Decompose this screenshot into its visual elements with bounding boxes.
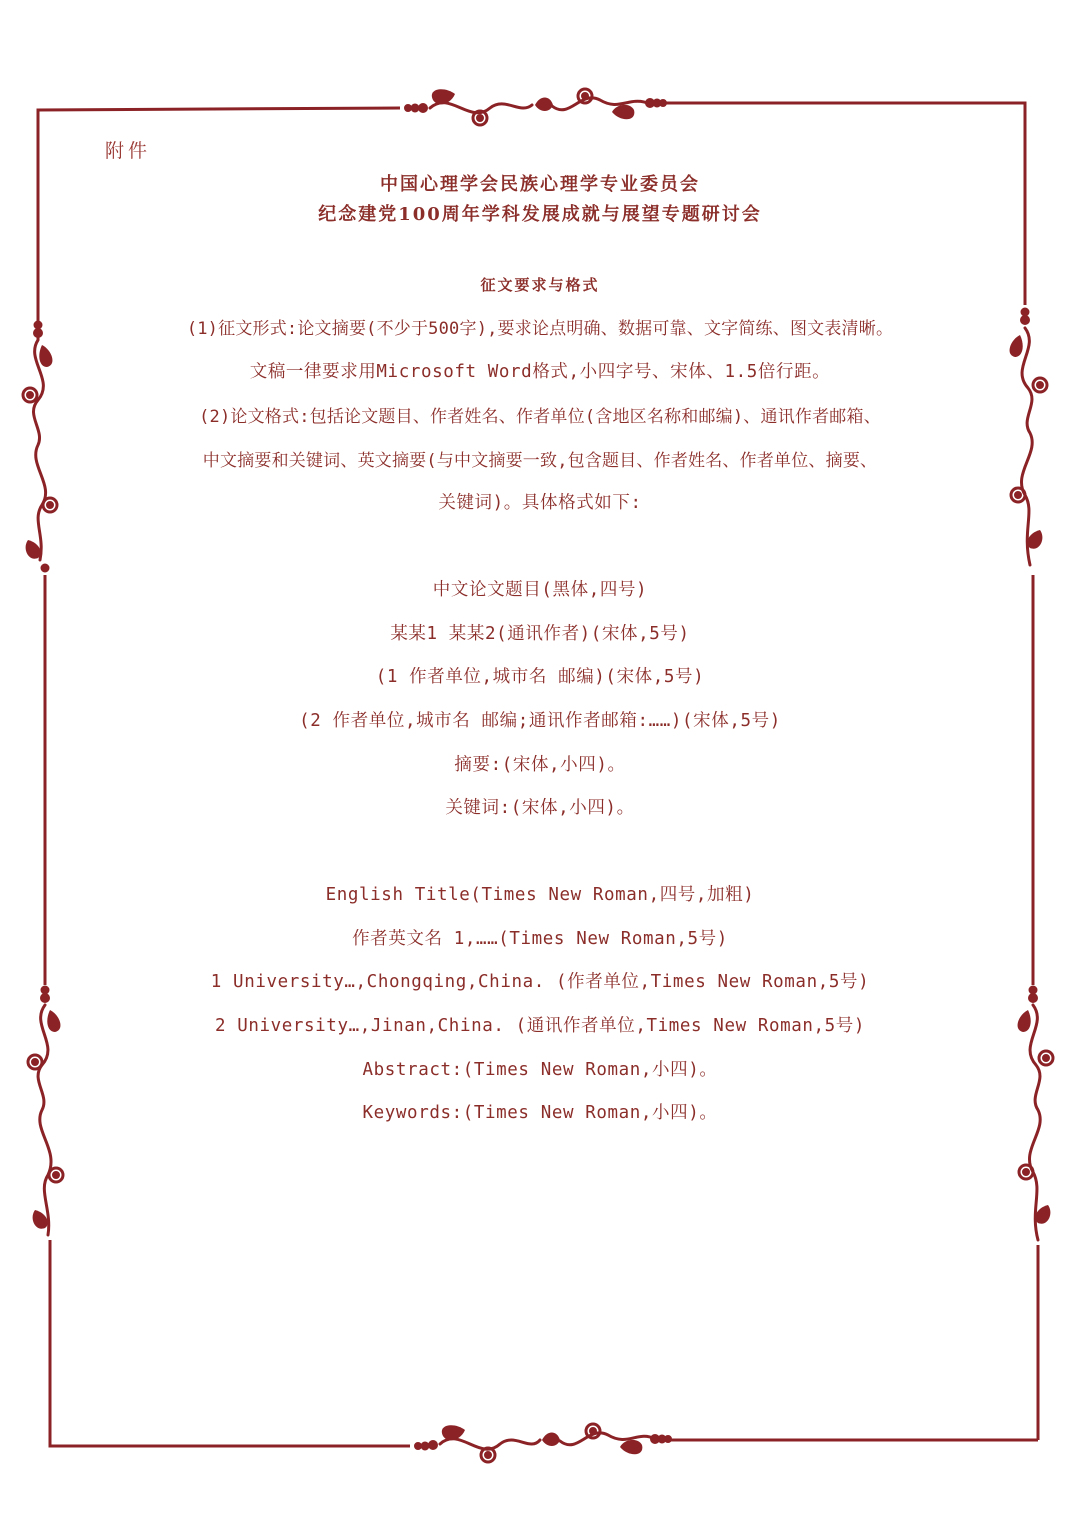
en-template-title: English Title(Times New Roman,四号,加粗) — [325, 885, 755, 905]
requirement-1-line-2: 文稿一律要求用Microsoft Word格式,小四字号、宋体、1.5倍行距。 — [249, 362, 831, 382]
cn-template-title: 中文论文题目(黑体,四号) — [432, 580, 648, 600]
en-template-abstract: Abstract:(Times New Roman,小四)。 — [362, 1060, 718, 1080]
cn-template-authors: 某某1 某某2(通讯作者)(宋体,5号) — [390, 624, 690, 644]
cn-template-affiliation-1: (1 作者单位,城市名 邮编)(宋体,5号) — [375, 667, 705, 687]
requirement-2-line-3: 关键词)。具体格式如下: — [438, 493, 642, 513]
attachment-label: 附件 — [105, 140, 152, 162]
requirement-1-line-1: (1)征文形式:论文摘要(不少于500字),要求论点明确、数据可靠、文字简练、图文表清晰。 — [186, 319, 894, 339]
en-template-authors: 作者英文名 1,……(Times New Roman,5号) — [352, 929, 728, 949]
en-template-keywords: Keywords:(Times New Roman,小四)。 — [362, 1103, 718, 1123]
cn-template-abstract: 摘要:(宋体,小四)。 — [454, 755, 626, 775]
en-template-affiliation-2: 2 University…,Jinan,China. (通讯作者单位,Times New Roman,5号) — [214, 1016, 866, 1036]
document-title-line2: 纪念建党100周年学科发展成就与展望专题研讨会 — [318, 204, 762, 225]
cn-template-keywords: 关键词:(宋体,小四)。 — [445, 798, 635, 818]
requirement-2-line-1: (2)论文格式:包括论文题目、作者姓名、作者单位(含地区名称和邮编)、通讯作者邮箱、 — [199, 407, 881, 427]
document-title-line1: 中国心理学会民族心理学专业委员会 — [380, 174, 700, 195]
requirement-2-line-2: 中文摘要和关键词、英文摘要(与中文摘要一致,包含题目、作者姓名、作者单位、摘要、 — [202, 451, 878, 471]
en-template-affiliation-1: 1 University…,Chongqing,China. (作者单位,Times New Roman,5号) — [210, 972, 870, 992]
cn-template-affiliation-2: (2 作者单位,城市名 邮编;通讯作者邮箱:……)(宋体,5号) — [299, 711, 781, 731]
section-heading: 征文要求与格式 — [480, 276, 600, 294]
